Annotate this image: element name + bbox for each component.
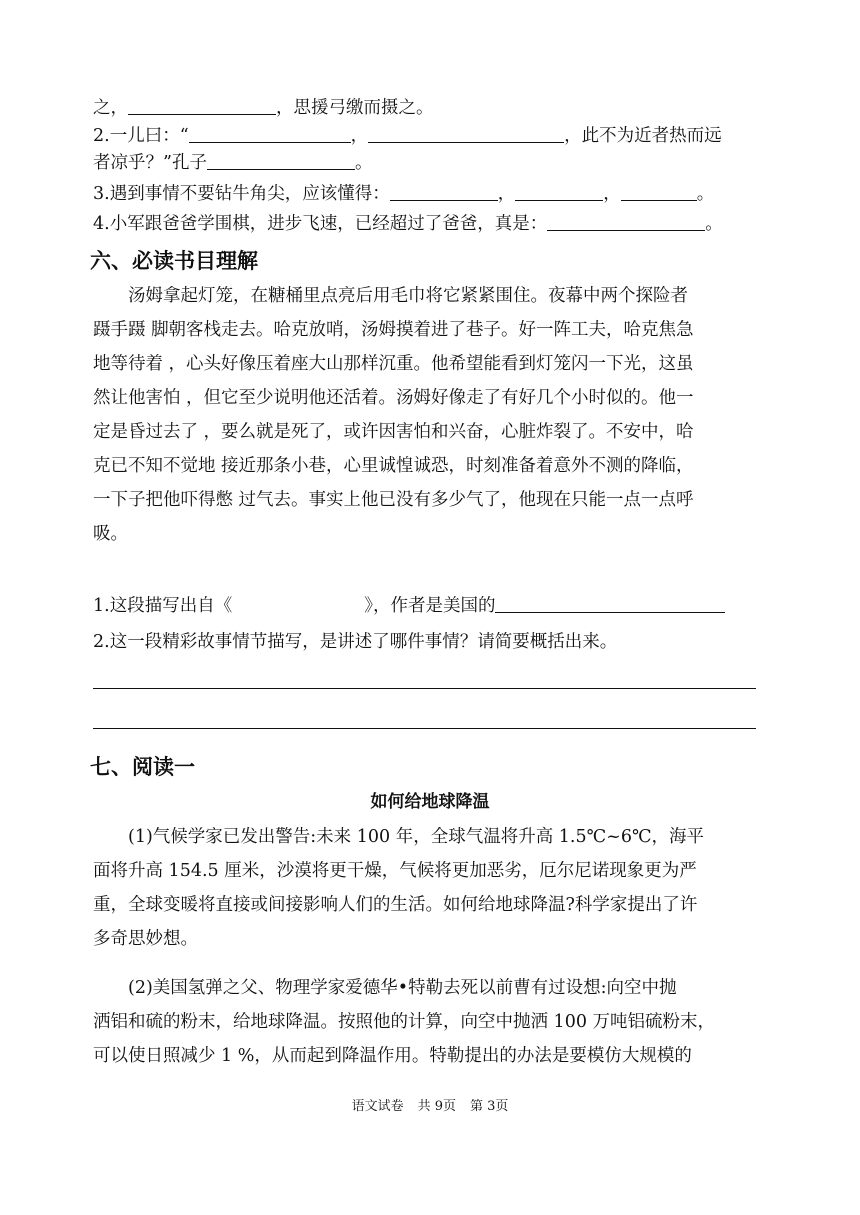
answer-blank[interactable] [207, 151, 355, 170]
paragraph-1-line: (1)气候学家已发出警告:未来 100 年，全球气温将升高 1.5℃~6℃，海平 [128, 827, 705, 847]
footer-total-pages: 共 9页 [417, 1099, 456, 1114]
passage-line: 一下子把他吓得憋 过气去。事实上他已没有多少气了，他现在只能一点一点呼 [93, 490, 694, 510]
question-1: 1.这段描写出自《 》，作者是美国的 [93, 594, 725, 618]
passage-line: 然让他害怕 ，但它至少说明他还活着。汤姆好像走了有好几个小时似的。他一 [93, 388, 694, 408]
passage-line: 蹑手蹑 脚朝客栈走去。哈克放哨，汤姆摸着进了巷子。好一阵工夫，哈克焦急 [93, 320, 694, 340]
answer-line[interactable] [93, 688, 756, 689]
answer-blank[interactable] [128, 96, 276, 115]
paragraph-2-line: 洒铝和硫的粉末，给地球降温。按照他的计算，向空中抛洒 100 万吨铝硫粉末， [93, 1012, 716, 1032]
paragraph-1-line: 重，全球变暖将直接或间接影响人们的生活。如何给地球降温?科学家提出了许 [93, 895, 698, 915]
answer-blank[interactable] [189, 124, 351, 143]
passage-line: 吸。 [93, 524, 128, 544]
q5-line2: 2.一儿曰：“ ， ，此不为近者热而远 [93, 126, 722, 146]
answer-blank[interactable] [390, 182, 498, 201]
answer-line[interactable] [93, 728, 756, 729]
passage-line: 汤姆拿起灯笼，在糖桶里点亮后用毛巾将它紧紧围住。夜幕中两个探险者 [128, 286, 688, 306]
page-footer [0, 1098, 860, 1116]
section-7-heading: 七、阅读一 [90, 755, 195, 779]
footer-subject: 语文试卷 [351, 1099, 404, 1114]
answer-blank[interactable] [368, 124, 564, 143]
question-2: 2.这一段精彩故事情节描写，是讲述了哪件事情？请简要概括出来。 [93, 632, 618, 652]
paragraph-2-line: 可以使日照减少 1 %，从而起到降温作用。特勒提出的办法是要模仿大规模的 [93, 1046, 692, 1066]
q5-line3: 者凉乎？”孔子 。 [93, 153, 373, 173]
author-blank[interactable] [495, 594, 725, 613]
paragraph-2-line: (2)美国氢弹之父、物理学家爱德华•特勒去死以前曹有过设想:向空中抛 [128, 978, 677, 998]
section-6-heading: 六、必读书目理解 [90, 249, 258, 273]
passage-line: 定是昏过去了 ，要么就是死了，或许因害怕和兴奋，心脏炸裂了。不安中，哈 [93, 422, 694, 442]
passage-line: 地等待着 ，心头好像压着座大山那样沉重。他希望能看到灯笼闪一下光，这虽 [93, 354, 694, 374]
q5-line4: 3.遇到事情不要钻牛角尖，应该懂得： ， ， 。 [93, 184, 715, 204]
passage-line: 克已不知不觉地 接近那条小巷，心里诚惶诚恐，时刻准备着意外不测的降临， [93, 456, 694, 476]
q5-line1: 之， ，思援弓缴而摄之。 [93, 98, 434, 118]
answer-blank[interactable] [621, 182, 697, 201]
paragraph-1-line: 面将升高 154.5 厘米，沙漠将更干燥，气候将更加恶劣，厄尔尼诺现象更为严 [93, 861, 697, 881]
answer-blank[interactable] [547, 212, 705, 231]
footer-page-number: 第 3页 [470, 1099, 509, 1114]
article-title: 如何给地球降温 [370, 792, 490, 812]
paragraph-1-line: 多奇思妙想。 [93, 929, 198, 949]
answer-blank[interactable] [515, 182, 603, 201]
q5-line5: 4.小军跟爸爸学围棋，进步飞速，已经超过了爸爸，真是： 。 [93, 214, 723, 234]
